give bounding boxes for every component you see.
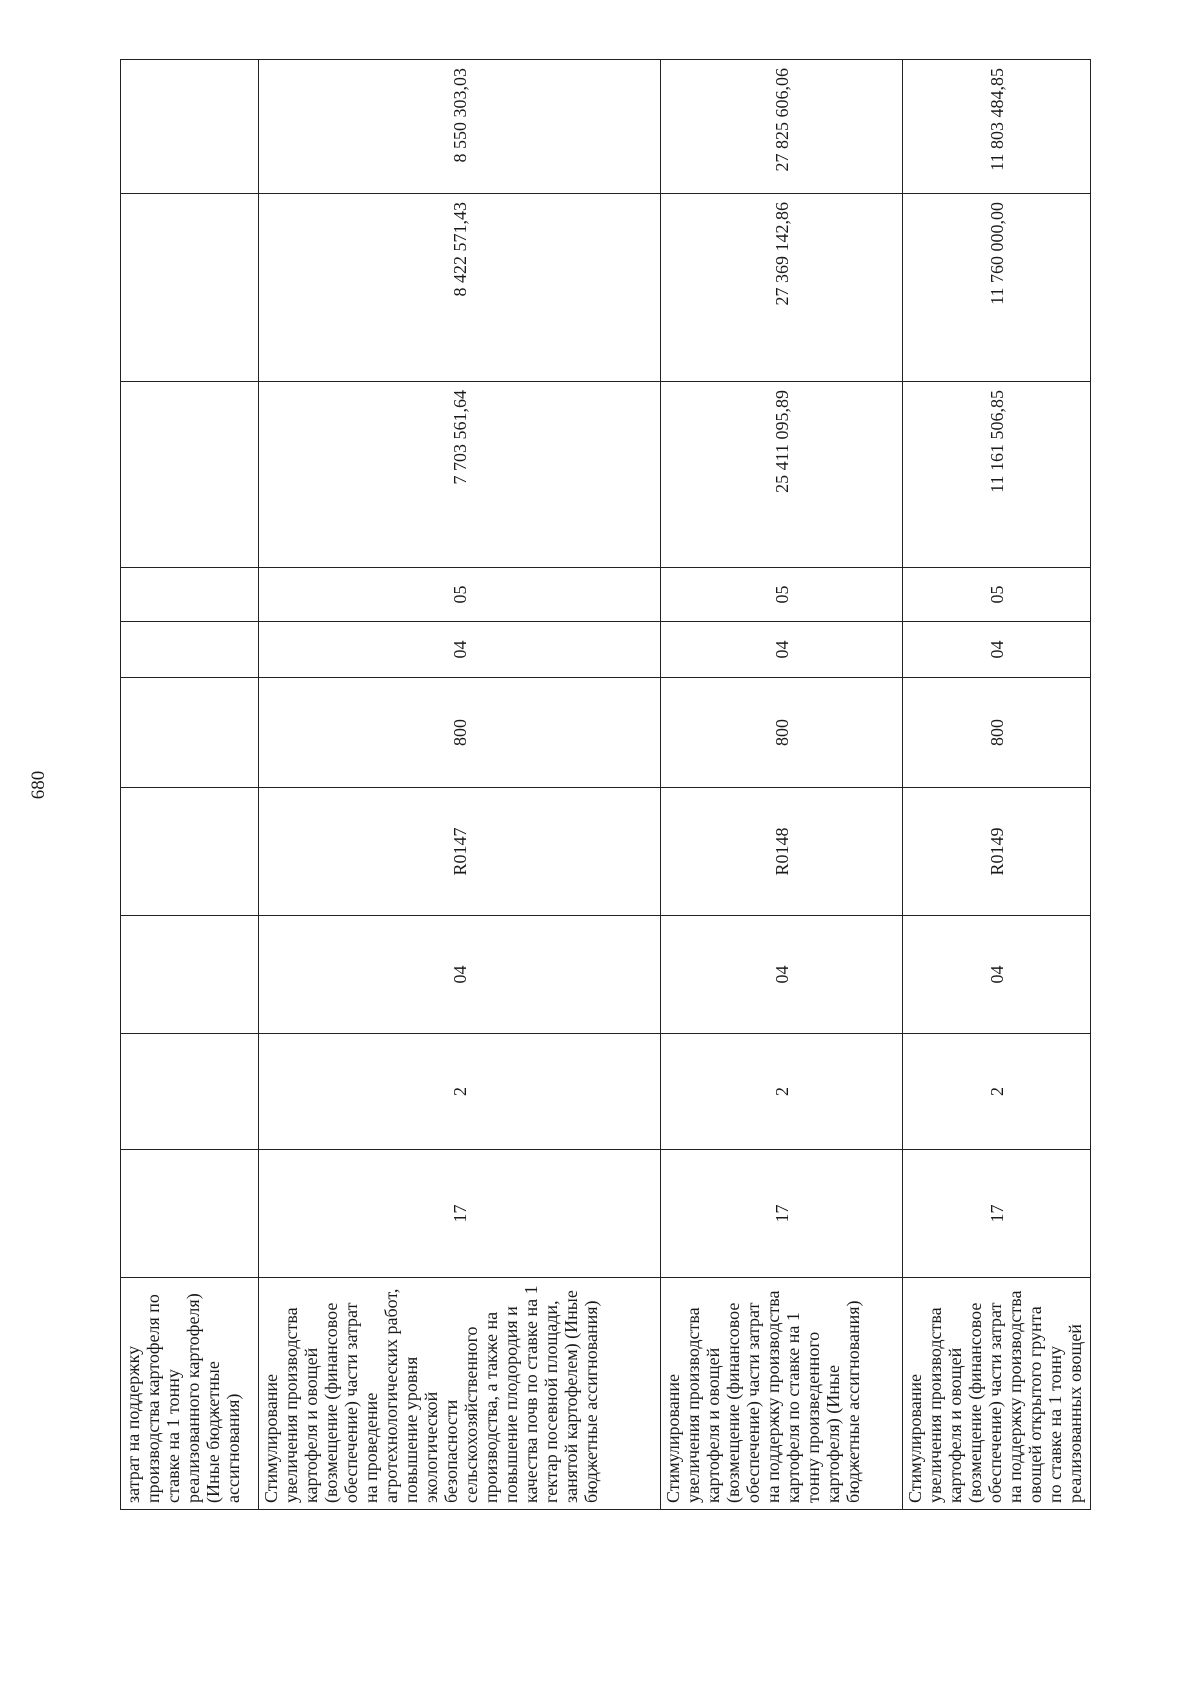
row-description: Стимулирование увеличения производства картофеля и овощей (возмещение (финансовое обеспечение) части затрат на поддержку производства овощей открытого грунта по ставке на 1 тонну реализованных овощей — [903, 1278, 1091, 1510]
cell-code-4: R0149 — [903, 788, 1091, 916]
cell-amount-1: 25 411 095,89 — [661, 382, 903, 568]
cell-code-1: 17 — [661, 1150, 903, 1278]
cell-code-7: 05 — [903, 568, 1091, 622]
table-row — [121, 60, 259, 1510]
cell-code-5 — [121, 678, 259, 788]
cell-code-4: R0147 — [259, 788, 661, 916]
cell-code-5: 800 — [661, 678, 903, 788]
cell-amount-2: 8 422 571,43 — [259, 194, 661, 382]
cell-code-7: 05 — [661, 568, 903, 622]
cell-amount-2: 27 369 142,86 — [661, 194, 903, 382]
cell-code-7 — [121, 568, 259, 622]
cell-code-1: 17 — [259, 1150, 661, 1278]
cell-amount-1: 11 161 506,85 — [903, 382, 1091, 568]
cell-code-3: 04 — [903, 916, 1091, 1034]
cell-code-6 — [121, 622, 259, 678]
table-row — [661, 60, 903, 1510]
cell-amount-3: 8 550 303,03 — [259, 60, 661, 194]
cell-code-2: 2 — [903, 1034, 1091, 1150]
cell-amount-3 — [121, 60, 259, 194]
cell-amount-3: 11 803 484,85 — [903, 60, 1091, 194]
cell-code-7: 05 — [259, 568, 661, 622]
cell-code-6: 04 — [661, 622, 903, 678]
budget-table — [120, 59, 1091, 1510]
table-row — [903, 60, 1091, 1510]
row-description: Стимулирование увеличения производства картофеля и овощей (возмещение (финансовое обеспечение) части затрат на проведение агротехнологических работ, повышение уровня экологической безопасности сельскохозяйственного производства, а также на повышение плодородия и качества почв по ставке на 1 гектар посевной площади, занятой картофелем) (Иные бюджетные ассигнования) — [259, 1278, 661, 1510]
page-number: 680 — [28, 770, 49, 800]
cell-amount-2: 11 760 000,00 — [903, 194, 1091, 382]
cell-code-2 — [121, 1034, 259, 1150]
cell-amount-3: 27 825 606,06 — [661, 60, 903, 194]
cell-code-3 — [121, 916, 259, 1034]
cell-code-5: 800 — [259, 678, 661, 788]
cell-code-4: R0148 — [661, 788, 903, 916]
cell-code-3: 04 — [661, 916, 903, 1034]
table-row — [259, 60, 661, 1510]
rotated-table-sheet — [28, 60, 1090, 1510]
cell-code-5: 800 — [903, 678, 1091, 788]
cell-code-1 — [121, 1150, 259, 1278]
cell-code-2: 2 — [259, 1034, 661, 1150]
cell-code-6: 04 — [259, 622, 661, 678]
cell-code-1: 17 — [903, 1150, 1091, 1278]
cell-code-2: 2 — [661, 1034, 903, 1150]
row-description: Стимулирование увеличения производства картофеля и овощей (возмещение (финансовое обеспечение) части затрат на поддержку производства картофеля по ставке на 1 тонну произведенного картофеля) (Иные бюджетные ассигнования) — [661, 1278, 903, 1510]
cell-code-6: 04 — [903, 622, 1091, 678]
row-description: затрат на поддержку производства картофеля по ставке на 1 тонну реализованного картофеля) (Иные бюджетные ассигнования) — [121, 1278, 259, 1510]
cell-code-3: 04 — [259, 916, 661, 1034]
cell-amount-1: 7 703 561,64 — [259, 382, 661, 568]
cell-amount-2 — [121, 194, 259, 382]
cell-code-4 — [121, 788, 259, 916]
cell-amount-1 — [121, 382, 259, 568]
